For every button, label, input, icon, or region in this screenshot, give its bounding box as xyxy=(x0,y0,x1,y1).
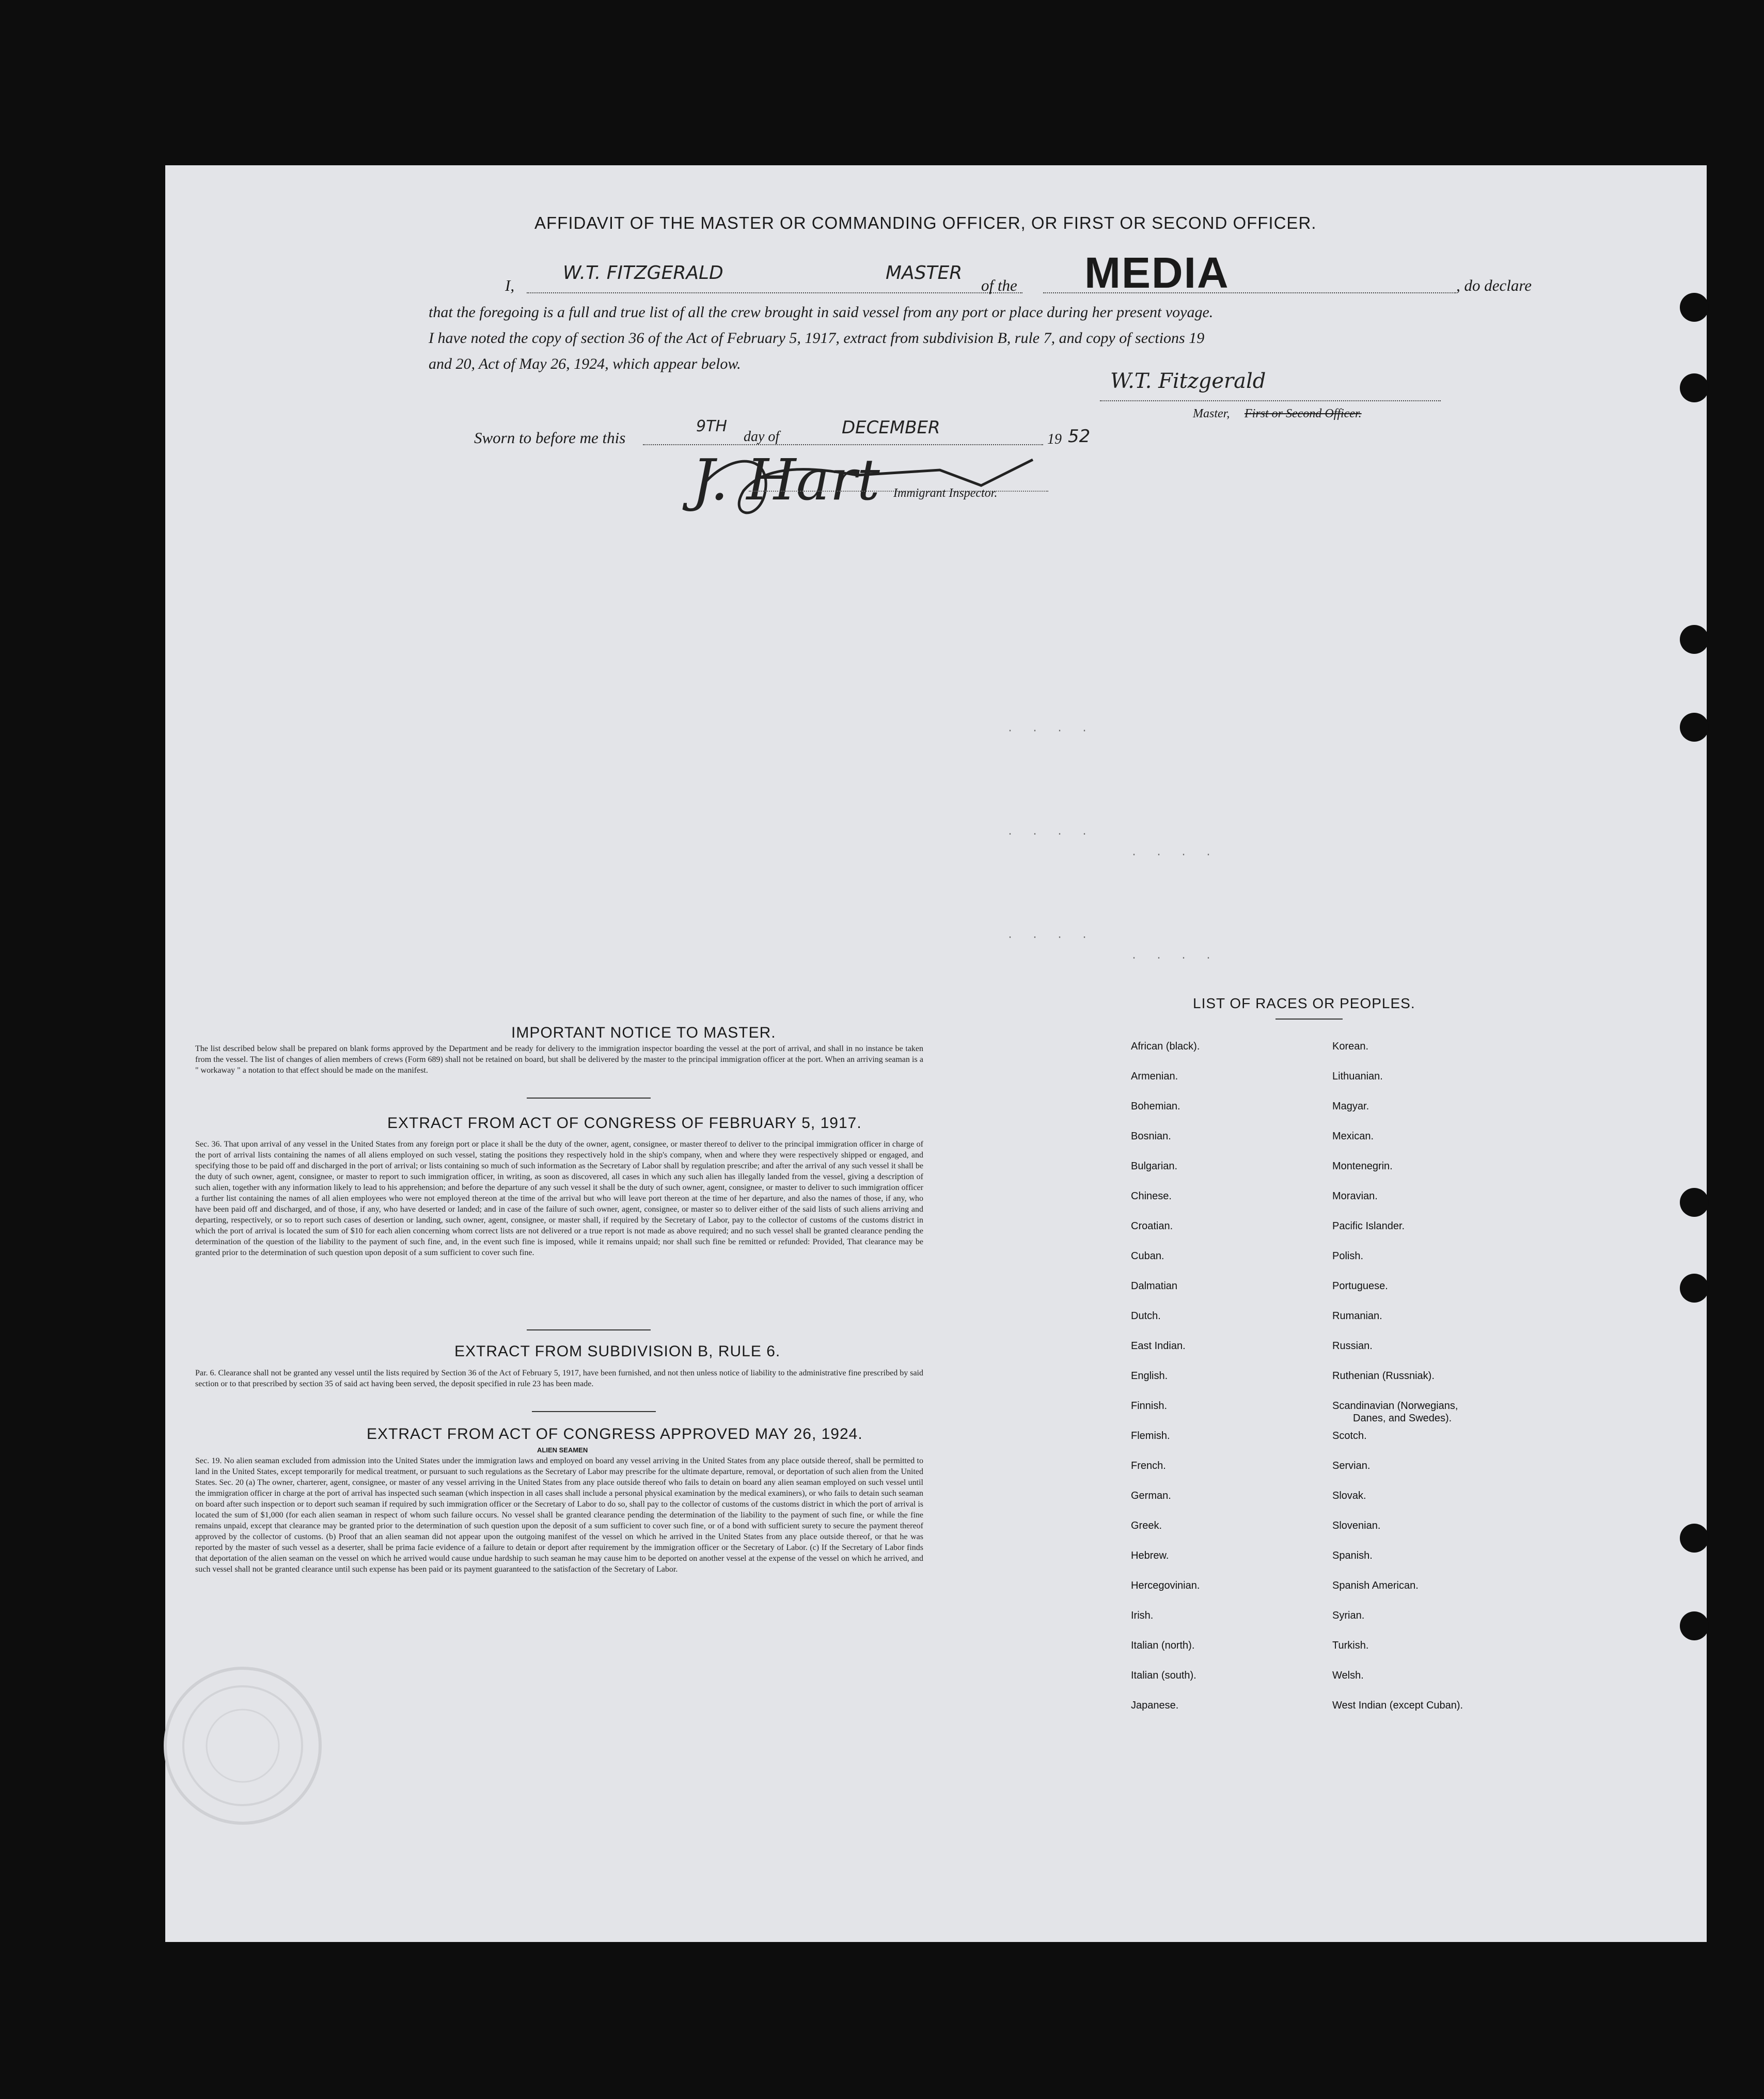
race-item: English. xyxy=(1131,1370,1168,1382)
race-item: Korean. xyxy=(1332,1041,1369,1052)
binder-hole xyxy=(1680,713,1709,742)
section-divider xyxy=(527,1329,651,1330)
race-item: Cuban. xyxy=(1131,1250,1164,1262)
bleed-through-marks: . . . . xyxy=(1007,930,1094,942)
race-item: Ruthenian (Russniak). xyxy=(1332,1370,1435,1382)
document-page xyxy=(165,165,1707,1942)
race-item: Dalmatian xyxy=(1131,1280,1178,1292)
embossed-seal xyxy=(160,1648,336,1844)
race-item: Welsh. xyxy=(1332,1670,1364,1681)
race-item: Servian. xyxy=(1332,1460,1371,1471)
sworn-day: 9TH xyxy=(696,417,727,435)
sworn-month: DECEMBER xyxy=(842,417,940,438)
binder-hole xyxy=(1680,1188,1709,1217)
race-item: Hercegovinian. xyxy=(1131,1580,1200,1591)
race-item: Irish. xyxy=(1131,1610,1154,1621)
extract-1924-body: Sec. 19. No alien seaman excluded from admission into the United States under the immigration laws and employed on board any vessel arriving in the United States from any place outside thereof, shall be permitted to land in the United States, except temporarily for medical treatment, or pursuant to such regulations as the Secretary of Labor may prescribe for the ultimate departure, removal, or deportation of such alien from the United States. Sec. 20 (a) The owner, charterer, agent, consignee, or master of any vessel arriving in the United States from any place outside thereof who fails to detain on board any alien seaman employed on such vessel until the immigration officer in charge at the port of arrival has inspected such seaman (which inspection in all cases shall include a personal physical examination by the medical examiners), or who fails to detain such seaman on board after such inspection or to deport such seaman if required by such immigration officer or the Secretary of Labor to do so, shall pay to the collector of customs of the customs district in which the port of arrival is located the sum of $1,000 (for each alien seaman in respect of whom such failure occurs. No vessel shall be granted clearance pending the determination of the liability to the payment of such fine, or while the fine remains unpaid, except that clearance may be granted prior to the determination of such question upon the deposit of a sum sufficient to cover such fine, or of a bond with sufficient surety to secure the payment thereof approved by the collector of customs. (b) Proof that an alien seaman did not appear upon the outgoing manifest of the vessel on which he arrived in the United States from any place outside thereof, or that he was reported by the master of such vessel as a deserter, shall be prima facie evidence of a failure to detain or deport after requirement by the immigration officer or the Secretary of Labor. (c) If the Secretary of Labor finds that deportation of the alien seaman on the vessel on which he arrived would cause undue hardship to such seaman he may cause him to be deported on another vessel at the expense of the vessel on which he arrived, and such vessel shall not be granted clearance until such expense has been paid or its payment guaranteed to the satisfaction of the Secretary of Labor. xyxy=(195,1456,923,1574)
extract-1917-heading: EXTRACT FROM ACT OF CONGRESS OF FEBRUARY 5, 1917. xyxy=(387,1115,862,1132)
day-of-label: day of xyxy=(744,429,780,445)
bleed-through-marks: . . . . xyxy=(1007,826,1094,838)
race-item: East Indian. xyxy=(1131,1340,1186,1352)
race-item: Bosnian. xyxy=(1131,1131,1171,1142)
race-item-continuation: Danes, and Swedes). xyxy=(1353,1413,1452,1424)
inspector-signature-flourish xyxy=(671,439,1064,527)
affidavit-line-3: I have noted the copy of section 36 of the Act of February 5, 1917, extract from subdivision B, rule 7, and copy of sections 19 xyxy=(429,330,1205,347)
race-item: African (black). xyxy=(1131,1041,1200,1052)
binder-hole xyxy=(1680,1524,1709,1553)
signature-line xyxy=(1100,400,1441,401)
race-item: Bohemian. xyxy=(1131,1101,1180,1112)
race-item: Dutch. xyxy=(1131,1310,1161,1322)
vessel-name: MEDIA xyxy=(1084,248,1230,297)
signer-role: Master, xyxy=(1193,407,1230,420)
bleed-through-marks: . . . . xyxy=(1131,847,1218,859)
race-item: Armenian. xyxy=(1131,1071,1178,1082)
race-item: Greek. xyxy=(1131,1520,1162,1531)
race-item: Lithuanian. xyxy=(1332,1071,1383,1082)
inspector-signature: J. Hart xyxy=(692,447,880,513)
race-item: Syrian. xyxy=(1332,1610,1365,1621)
race-item: Pacific Islander. xyxy=(1332,1220,1405,1232)
master-name: W.T. FITZGERALD xyxy=(563,262,723,284)
binder-hole xyxy=(1680,1611,1709,1640)
affidavit-line-4: and 20, Act of May 26, 1924, which appear below. xyxy=(429,355,741,372)
i-label: I, xyxy=(505,276,515,294)
signer-role-struck: First or Second Officer. xyxy=(1245,407,1362,420)
bleed-through-marks: . . . . xyxy=(1131,950,1218,962)
race-item: German. xyxy=(1131,1490,1171,1501)
race-item: Russian. xyxy=(1332,1340,1373,1352)
race-item: Slovak. xyxy=(1332,1490,1366,1501)
sworn-year: 52 xyxy=(1068,426,1091,447)
race-item: Japanese. xyxy=(1131,1700,1179,1711)
section-divider xyxy=(532,1411,656,1412)
name-line xyxy=(527,292,1022,293)
extract-1917-body: Sec. 36. That upon arrival of any vessel in the United States from any foreign port or place it shall be the duty of the owner, agent, consignee, or master thereof to deliver to the principal immigration officer in charge of the port of arrival lists containing the names of all aliens employed on such vessel, stating the positions they respectively hold in the ship's company, when and where they were respectively shipped or engaged, and specifying those to be paid off and discharged in the port of arrival; or lists containing so much of such information as the Secretary of Labor shall by regulation prescribe; and after the arrival of any such vessel it shall be the duty of such owner, agent, consignee, or master to report to such immigration officer, in writing, as soon as discovered, all cases in which any such alien has illegally landed from the vessel, giving a description of such alien, together with any information likely to lead to his apprehension; and before the departure of any such vessel it shall be the duty of such owner, agent, consignee, or master to deliver to such immigration officer a further list containing the names of all alien employees who were not employed thereon at the time of the arrival but who will leave port thereon at the time of her departure, and also the names of those, if any, who have been paid off and discharged, and of those, if any, who have deserted or landed; and in case of the failure of such owner, agent, consignee, or master so to deliver either of the said lists of such aliens arriving and departing, respectively, or so to report such cases of desertion or landing, such owner, agent, consignee, or master shall, if required by the Secretary of Labor, pay to the collector of customs of the customs district in which the port of arrival is located the sum of $10 for each alien concerning whom correct lists are not delivered or a true report is not made as above required; and no such vessel shall be granted clearance pending the determination of the question of the liability to the payment of such fine, and, in the event such fine is imposed, while it remains unpaid; nor shall such fine be remitted or refunded: Provided, That clearance may be granted prior to the determination of such question upon deposit of a sum sufficient to cover such fine. xyxy=(195,1140,923,1257)
race-item: Magyar. xyxy=(1332,1101,1369,1112)
subdivision-body: Par. 6. Clearance shall not be granted any vessel until the lists required by Section 36 of the Act of February 5, 1917, have been furnished, and not then unless notice of liability to the administrative fine prescribed by said section or to that prescribed by section 35 of said act having been served, the deposit specified in rule 23 has been made. xyxy=(195,1369,923,1388)
race-item: French. xyxy=(1131,1460,1166,1471)
race-item: Mexican. xyxy=(1332,1131,1374,1142)
races-heading-underline xyxy=(1275,1019,1343,1020)
races-right-column xyxy=(1332,1041,1463,1730)
binder-hole xyxy=(1680,625,1709,654)
race-item: Portuguese. xyxy=(1332,1280,1388,1292)
year-prefix: 19 xyxy=(1047,431,1062,447)
notice-body: The list described below shall be prepared on blank forms approved by the Department and be ready for delivery to the immigration inspector boarding the vessel at the port of arrival, and shall in no instance be taken from the vessel. The list of changes of alien members of crews (Form 689) shall not be retained on board, but shall be delivered by the master to the principal immigration officer at the port. When an arriving seaman is a " workaway " a notation to that effect should be made on the manifest. xyxy=(195,1044,923,1075)
race-item: Flemish. xyxy=(1131,1430,1170,1442)
race-item: Italian (south). xyxy=(1131,1670,1196,1681)
race-item: West Indian (except Cuban). xyxy=(1332,1700,1463,1711)
race-item: Italian (north). xyxy=(1131,1640,1195,1651)
do-declare-label: , do declare xyxy=(1456,276,1532,294)
binder-hole xyxy=(1680,373,1709,402)
inspector-label: Immigrant Inspector. xyxy=(893,487,998,500)
subdivision-heading: EXTRACT FROM SUBDIVISION B, RULE 6. xyxy=(454,1343,781,1360)
race-item: Bulgarian. xyxy=(1131,1161,1178,1172)
binder-hole xyxy=(1680,293,1709,322)
notice-heading: IMPORTANT NOTICE TO MASTER. xyxy=(511,1024,776,1041)
race-item: Rumanian. xyxy=(1332,1310,1382,1322)
race-item: Chinese. xyxy=(1131,1191,1172,1202)
race-item: Slovenian. xyxy=(1332,1520,1381,1531)
races-heading: LIST OF RACES OR PEOPLES. xyxy=(1193,995,1415,1011)
of-the-label: of the xyxy=(981,276,1017,294)
race-item: Scotch. xyxy=(1332,1430,1367,1442)
race-item: Moravian. xyxy=(1332,1191,1378,1202)
race-item: Spanish American. xyxy=(1332,1580,1419,1591)
sworn-label: Sworn to before me this xyxy=(474,429,626,447)
binder-hole xyxy=(1680,1274,1709,1303)
race-item: Scandinavian (Norwegians, Danes, and Swedes). xyxy=(1332,1400,1458,1424)
affidavit-heading: AFFIDAVIT OF THE MASTER OR COMMANDING OFFICER, OR FIRST OR SECOND OFFICER. xyxy=(534,213,1317,232)
race-item: Turkish. xyxy=(1332,1640,1369,1651)
extract-1924-heading: EXTRACT FROM ACT OF CONGRESS APPROVED MAY 26, 1924. xyxy=(367,1426,863,1443)
section-divider xyxy=(527,1098,651,1099)
master-rank: MASTER xyxy=(886,262,963,284)
master-signature: W.T. Fitzgerald xyxy=(1110,369,1266,393)
races-left-column xyxy=(1131,1041,1200,1730)
bleed-through-marks: . . . . xyxy=(1007,723,1094,735)
race-item: Croatian. xyxy=(1131,1220,1173,1232)
race-item: Hebrew. xyxy=(1131,1550,1169,1561)
race-item: Finnish. xyxy=(1131,1400,1168,1412)
race-item: Montenegrin. xyxy=(1332,1161,1393,1172)
affidavit-line-2: that the foregoing is a full and true list of all the crew brought in said vessel from any port or place during her present voyage. xyxy=(429,304,1214,321)
race-item: Polish. xyxy=(1332,1250,1364,1262)
race-item: Spanish. xyxy=(1332,1550,1373,1561)
alien-seamen-subheading: ALIEN SEAMEN xyxy=(537,1446,588,1454)
